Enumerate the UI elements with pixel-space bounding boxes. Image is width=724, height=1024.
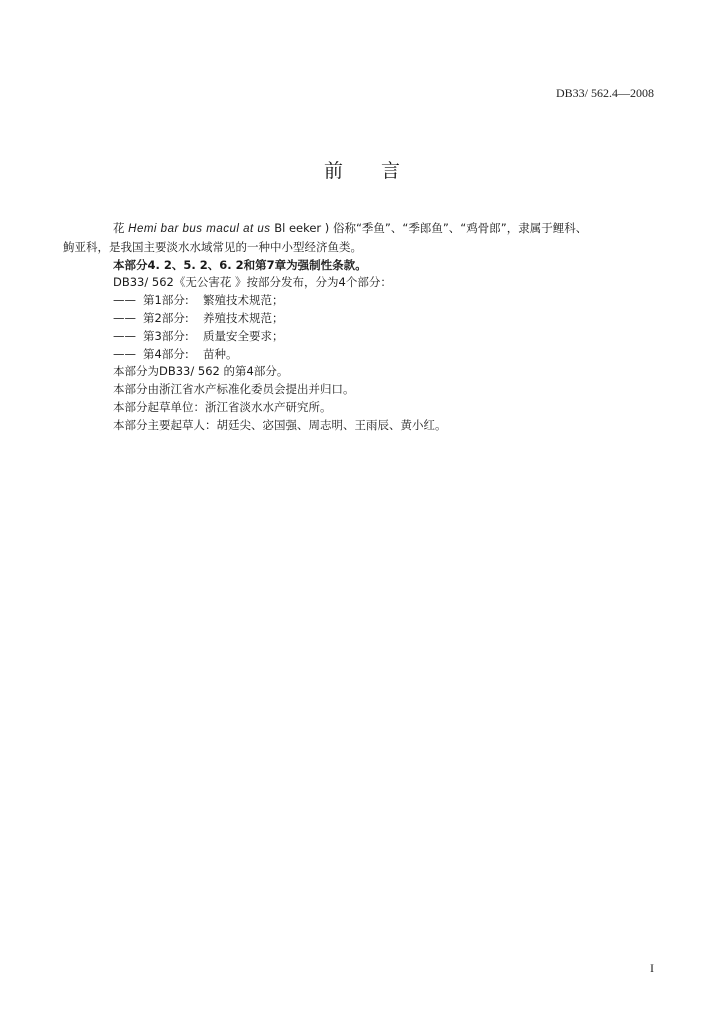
paragraph-drafters: 本部分主要起草人：胡廷尖、宓国强、周志明、王雨辰、黄小红。 bbox=[113, 417, 447, 432]
document-code: DB33/ 562.4—2008 bbox=[555, 86, 654, 100]
part-item-3: —— 第3部分: 质量安全要求； bbox=[113, 328, 284, 343]
paragraph-intro bbox=[88, 220, 658, 239]
page-number: I bbox=[650, 961, 654, 975]
paragraph-proposer: 本部分由浙江省水产标准化委员会提出并归口。 bbox=[113, 382, 355, 397]
part-item-2: —— 第2部分: 养殖技术规范； bbox=[113, 310, 284, 325]
paragraph-drafting-unit: 本部分起草单位：浙江省淡水水产研究所。 bbox=[113, 399, 332, 414]
paragraph-mandatory-clauses: 本部分4. 2、5. 2、6. 2和第7章为强制性条款。 bbox=[113, 257, 367, 272]
intro-rest-text: Bl eeker ) 俗称“季鱼”、“季郎鱼”、“鸡骨郎”，隶属于鲤科、 bbox=[270, 221, 588, 235]
document-body bbox=[63, 220, 658, 435]
intro-start-text: 花 bbox=[113, 221, 129, 235]
paragraph-intro-continued: 鮈亚科，是我国主要淡水水域常见的一种中小型经济鱼类。 bbox=[63, 239, 362, 254]
paragraph-parts-intro: DB33/ 562《无公害花 》按部分发布，分为4个部分： bbox=[113, 275, 392, 290]
part-item-4: —— 第4部分: 苗种。 bbox=[113, 346, 238, 361]
page-title: 前言 bbox=[323, 160, 438, 182]
part-item-1: —— 第1部分: 繁殖技术规范； bbox=[113, 293, 284, 308]
scientific-name: Hemi bar bus macul at us bbox=[128, 223, 271, 235]
paragraph-part-number: 本部分为DB33/ 562 的第4部分。 bbox=[113, 364, 289, 379]
